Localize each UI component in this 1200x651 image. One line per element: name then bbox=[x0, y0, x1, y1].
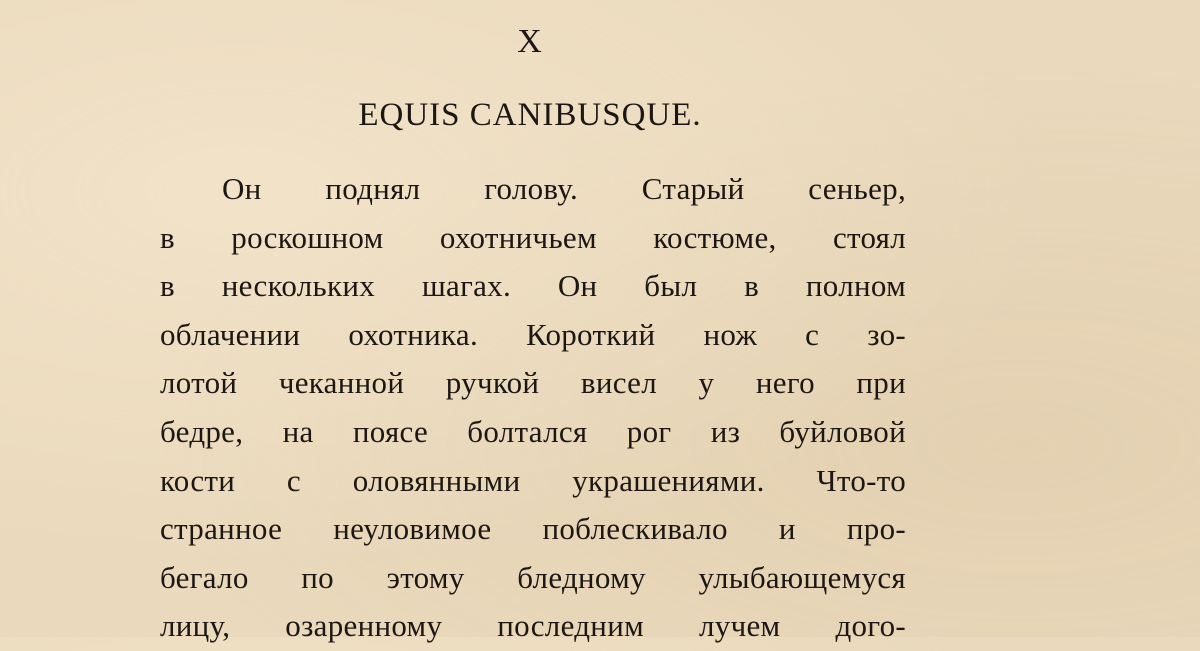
text-line: бедре, на поясе болтался рог из буйловой bbox=[160, 413, 906, 449]
text-line: в роскошном охотничьем костюме, стоял bbox=[160, 219, 906, 255]
text-line: в нескольких шагах. Он был в полном bbox=[160, 268, 906, 304]
text-line: лицу, озаренному последним лучем дого- bbox=[160, 608, 906, 644]
text-line: облачении охотника. Короткий нож с зо- bbox=[160, 316, 906, 352]
text-line: лотой чеканной ручкой висел у него при bbox=[160, 365, 906, 401]
text-line: кости с оловянными украшениями. Что-то bbox=[160, 462, 906, 498]
text-line: Он поднял голову. Старый сеньер, bbox=[222, 171, 906, 206]
chapter-title: EQUIS CANIBUSQUE. bbox=[358, 97, 702, 133]
text-line: странное неуловимое поблескивало и про- bbox=[160, 511, 906, 547]
chapter-number: X bbox=[517, 23, 543, 60]
text-line: бегало по этому бледному улыбающемуся bbox=[160, 559, 906, 595]
body-text bbox=[160, 165, 906, 651]
